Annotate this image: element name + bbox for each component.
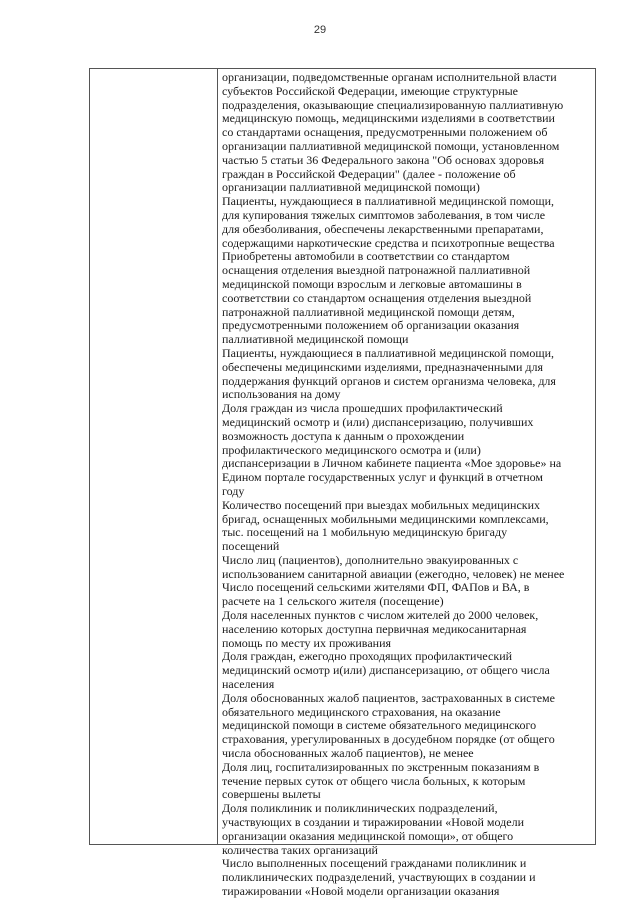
page-number: 29 [313,24,327,36]
text-entry-14: Число выполненных посещений гражданами поликлиник и поликлинических подразделений, участвующих в создании и тиражировании «Новой модели организации оказания [222,856,536,899]
text-entry-1: организации, подведомственные органам исполнительной власти субъектов Российской Федерации, имеющие структурные подразделения, оказывающие специализированную паллиативную медицинскую помощь, медицинскими изделиями в соответствии со стандартами оснащения, предусмотренными положением об организации паллиативной медицинской помощи, установленном частью 5 статьи 36 Федерального закона "Об основах здоровья граждан в Российской Федерации" (далее - положение об организации паллиативной медицинской помощи) [222,70,564,195]
text-entry-4: Пациенты, нуждающиеся в паллиативной медицинской помощи, обеспечены медицинскими изделиями, предназначенными для поддержания функций органов и систем организма человека, для использования на дому [222,345,556,402]
indicator-table [89,68,596,899]
text-entry-8: Число посещений сельскими жителями ФП, ФАПов и ВА, в расчете на 1 сельского жителя (посещение) [222,580,530,609]
text-entry-3: Приобретены автомобили в соответствии со стандартом оснащения отделения выездной патронажной паллиативной медицинской помощи взрослым и легковые автомашины в соответствии со стандартом оснащения отделения выездной патронажной паллиативной медицинской помощи детям, предусмотренными положением об организации оказания паллиативной медицинской помощи [222,249,532,347]
text-entry-6: Количество посещений при выездах мобильных медицинских бригад, оснащенных мобильными медицинскими комплексами, тыс. посещений на 1 мобильную медицинскую бригаду посещений [222,497,549,554]
text-entry-12: Доля лиц, госпитализированных по экстренным показаниям в течение первых суток от общего числа больных, к которым совершены вылеты [222,759,540,802]
table-left-column [90,69,218,844]
text-entry-9: Доля населенных пунктов с числом жителей до 2000 человек, населению которых доступна первичная медикосанитарная помощь по месту их проживания [222,608,539,650]
text-entry-11: Доля обоснованных жалоб пациентов, застрахованных в системе обязательного медицинского страхования, на оказание медицинской помощи в системе обязательного медицинского страхования, урегулированных в досудебном порядке (от общего числа обоснованных жалоб пациентов), не менее [222,690,555,761]
table-right-column [218,69,595,899]
text-entry-10: Доля граждан, ежегодно проходящих профилактический медицинский осмотр и(или) диспансеризацию, от общего числа населения [222,649,550,692]
text-entry-13: Доля поликлиник и поликлинических подразделений, участвующих в создании и тиражировании «Новой модели организации оказания медицинской помощи», от общего количества таких организаций [222,801,525,857]
text-entry-2: Пациенты, нуждающиеся в паллиативной медицинской помощи, для купирования тяжелых симптомов заболевания, в том числе для обезболивания, обеспечены лекарственными препаратами, содержащими наркотические средства и психотропные вещества [222,194,555,250]
text-entry-5: Доля граждан из числа прошедших профилактический медицинский осмотр и (или) диспансеризацию, получивших возможность доступа к данным о прохождении профилактического медицинского осмотра и (или) диспансеризации в Личном кабинете пациента «Мое здоровье» на Едином портале государственных услуг и функций в отчетном году [222,401,562,498]
text-entry-7: Число лиц (пациентов), дополнительно эвакуированных с использованием санитарной авиации (ежегодно, человек) не менее [222,552,565,581]
